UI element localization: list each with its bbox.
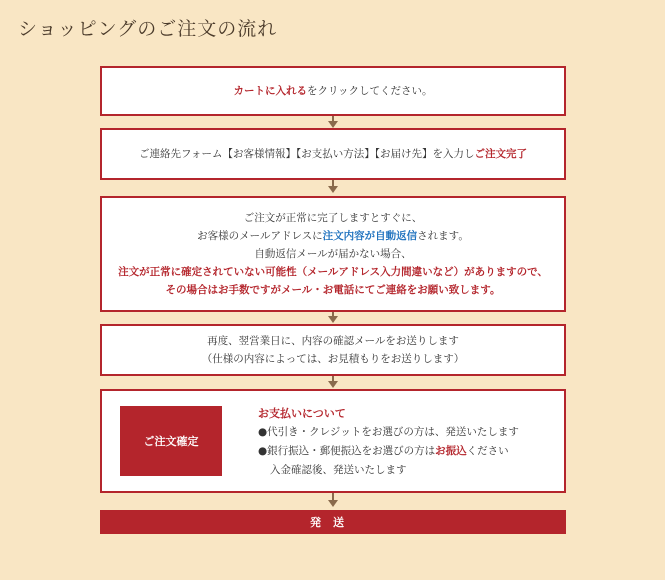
page-title: ショッピングのご注文の流れ [18,18,278,40]
payment-after-confirm: 入金確認後、発送いたします [270,464,407,476]
down-arrow-icon [328,381,338,388]
step3-contact-note: その場合はお手数ですがメール・お電話にてご連絡をお願い致します。 [165,284,501,296]
down-arrow-icon [328,121,338,128]
payment-cod: ●代引き・クレジットをお選びの方は、発送いたします [258,426,519,438]
step-auto-reply [100,196,566,312]
step3-line2-pre: お客様のメールアドレスに [197,230,323,242]
auto-reply-label: 注文内容が自動返信 [322,230,418,242]
step2-text: ご連絡先フォーム【お客様情報】【お支払い方法】【お届け先】を入力し [139,148,475,160]
payment-info [258,404,519,480]
down-arrow-icon [328,500,338,507]
step-input-form [100,128,566,180]
step3-line2-post: されます。 [417,230,469,242]
add-to-cart-label: カートに入れる [233,85,307,97]
payment-heading: お支払いについて [258,407,346,420]
payment-transfer-label: お振込 [435,445,467,457]
step3-line1: ご注文が正常に完了しますとすぐに、 [243,212,423,224]
step3-warning: 注文が正常に確定されていない可能性（メールアドレス入力間違いなど）がありますので、 [118,266,548,278]
step4-line1: 再度、翌営業日に、内容の確認メールをお送りします [207,335,459,347]
down-arrow-icon [328,316,338,323]
step-confirmation-mail [100,324,566,376]
step-add-to-cart [100,66,566,116]
payment-bank-pre: ●銀行振込・郵便振込をお選びの方は [258,445,436,457]
shipping-bar: 発送 [100,510,566,534]
payment-bank-post: ください [466,445,509,457]
step3-line3: 自動返信メールが届かない場合、 [254,248,412,260]
order-complete-label: ご注文完了 [474,148,527,160]
step4-line2: （仕様の内容によっては、お見積もりをお送りします） [201,353,465,365]
down-arrow-icon [328,186,338,193]
step1-text: をクリックしてください。 [306,85,433,97]
order-confirmed-badge: ご注文確定 [120,406,222,476]
